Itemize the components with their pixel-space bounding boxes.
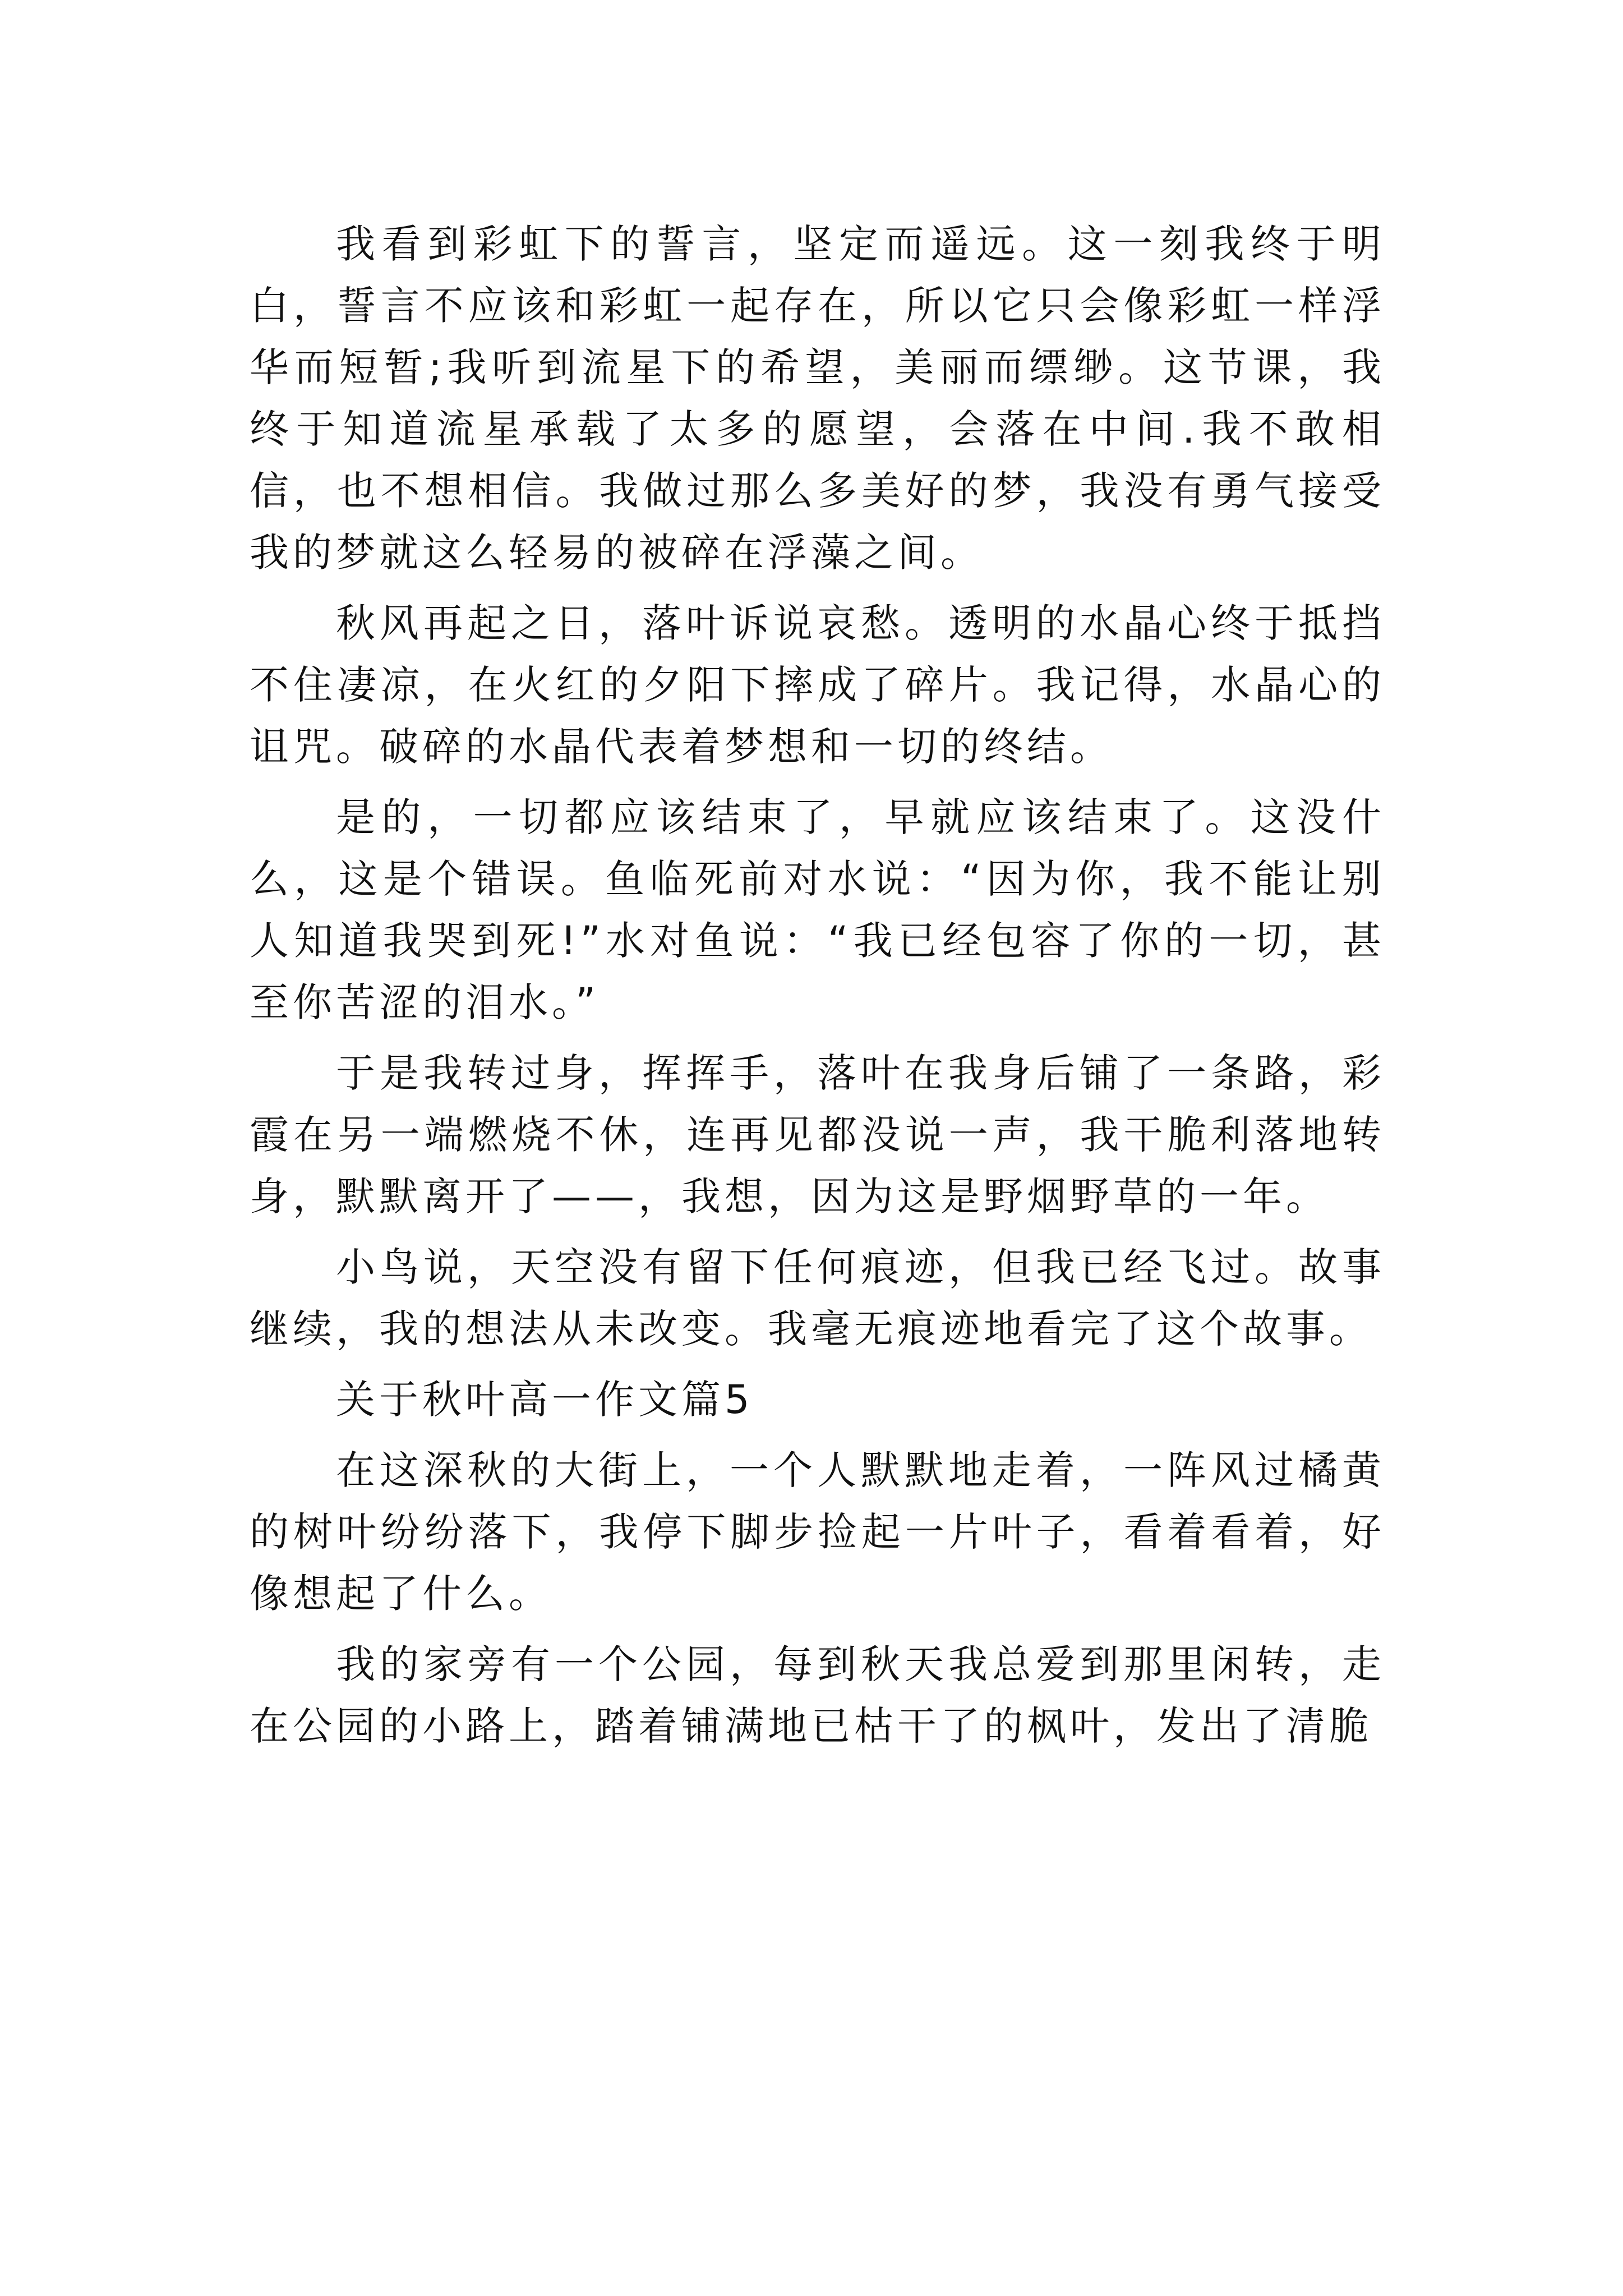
paragraph: 于是我转过身，挥挥手，落叶在我身后铺了一条路，彩霞在另一端燃烧不休，连再见都没说一声，我干脆利落地转身，默默离开了——，我想，因为这是野烟野草的一年。 bbox=[250, 1050, 1385, 1220]
paragraph: 是的，一切都应该结束了，早就应该结束了。这没什么，这是个错误。鱼临死前对水说：“因为你，我不能让别人知道我哭到死!”水对鱼说：“我已经包容了你的一切，甚至你苦涩的泪水。” bbox=[250, 794, 1385, 1025]
paragraph: 小鸟说，天空没有留下任何痕迹，但我已经飞过。故事继续，我的想法从未改变。我毫无痕迹地看完了这个故事。 bbox=[250, 1244, 1385, 1352]
paragraph: 我的家旁有一个公园，每到秋天我总爱到那里闲转，走在公园的小路上，踏着铺满地已枯干了的枫叶，发出了清脆 bbox=[250, 1641, 1385, 1749]
section-heading: 关于秋叶高一作文篇5 bbox=[336, 1377, 754, 1423]
paragraph: 在这深秋的大街上，一个人默默地走着，一阵风过橘黄的树叶纷纷落下，我停下脚步捡起一片叶子，看着看着，好像想起了什么。 bbox=[250, 1447, 1385, 1617]
document-body bbox=[250, 213, 1385, 1766]
paragraph: 我看到彩虹下的誓言，坚定而遥远。这一刻我终于明白，誓言不应该和彩虹一起存在，所以它只会像彩虹一样浮华而短暂;我听到流星下的希望，美丽而缥缈。这节课，我终于知道流星承载了太多的愿望，会落在中间.我不敢相信，也不想相信。我做过那么多美好的梦，我没有勇气接受我的梦就这么轻易的被碎在浮藻之间。 bbox=[250, 221, 1385, 576]
paragraph: 秋风再起之日，落叶诉说哀愁。透明的水晶心终于抵挡不住凄凉，在火红的夕阳下摔成了碎片。我记得，水晶心的诅咒。破碎的水晶代表着梦想和一切的终结。 bbox=[250, 600, 1385, 770]
